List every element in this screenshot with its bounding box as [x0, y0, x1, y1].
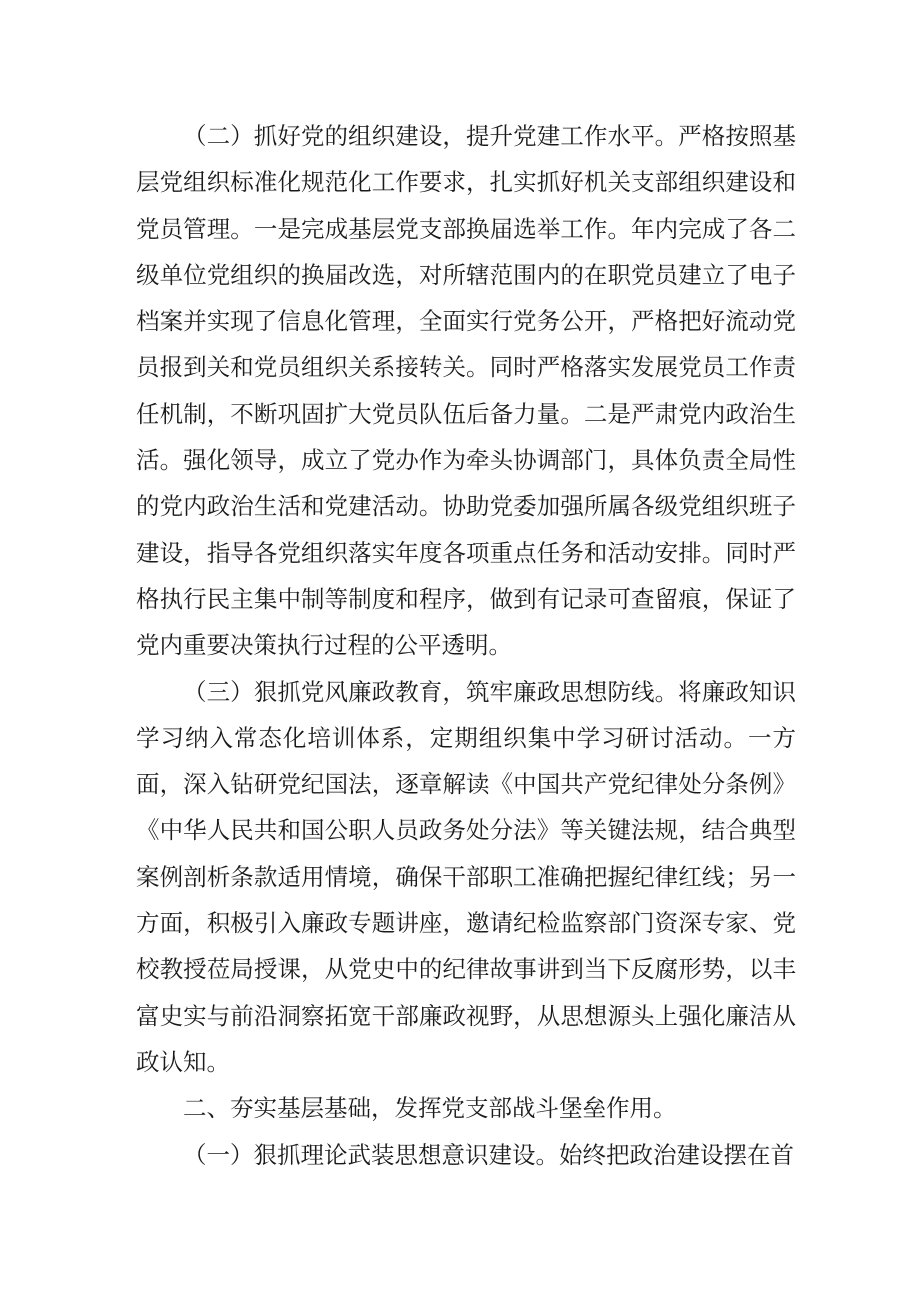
paragraph-organization-building: （二）抓好党的组织建设，提升党建工作水平。严格按照基层党组织标准化规范化工作要求，扎实抓好机关支部组织建设和党员管理。一是完成基层党支部换届选举工作。年内完成了各二级单位党组织的换届改选，对所辖范围内的在职党员建立了电子档案并实现了信息化管理，全面实行党务公开，严格把好流动党员报到关和党员组织关系接转关。同时严格落实发展党员工作责任机制，不断巩固扩大党员队伍后备力量。二是严肃党内政治生活。强化领导，成立了党办作为牵头协调部门，具体负责全局性的党内政治生活和党建活动。协助党委加强所属各级党组织班子建设，指导各党组织落实年度各项重点任务和活动安排。同时严格执行民主集中制等制度和程序，做到有记录可查留痕，保证了党内重要决策执行过程的公平透明。	[136, 122, 796, 660]
document-body	[136, 113, 796, 1178]
paragraph-integrity-education: （三）狠抓党风廉政教育，筑牢廉政思想防线。将廉政知识学习纳入常态化培训体系，定期组织集中学习研讨活动。一方面，深入钻研党纪国法，逐章解读《中国共产党纪律处分条例》《中华人民共和国公职人员政务处分法》等关键法规，结合典型案例剖析条款适用情境，确保干部职工准确把握纪律红线；另一方面，积极引入廉政专题讲座，邀请纪检监察部门资深专家、党校教授莅局授课，从党史中的纪律故事讲到当下反腐形势，以丰富史实与前沿洞察拓宽干部廉政视野，从思想源头上强化廉洁从政认知。	[136, 677, 796, 1076]
paragraph-theory-building: （一）狠抓理论武装思想意识建设。始终把政治建设摆在首	[183, 1140, 794, 1169]
section-heading-grassroots: 二、夯实基层基础，发挥党支部战斗堡垒作用。	[183, 1094, 677, 1123]
